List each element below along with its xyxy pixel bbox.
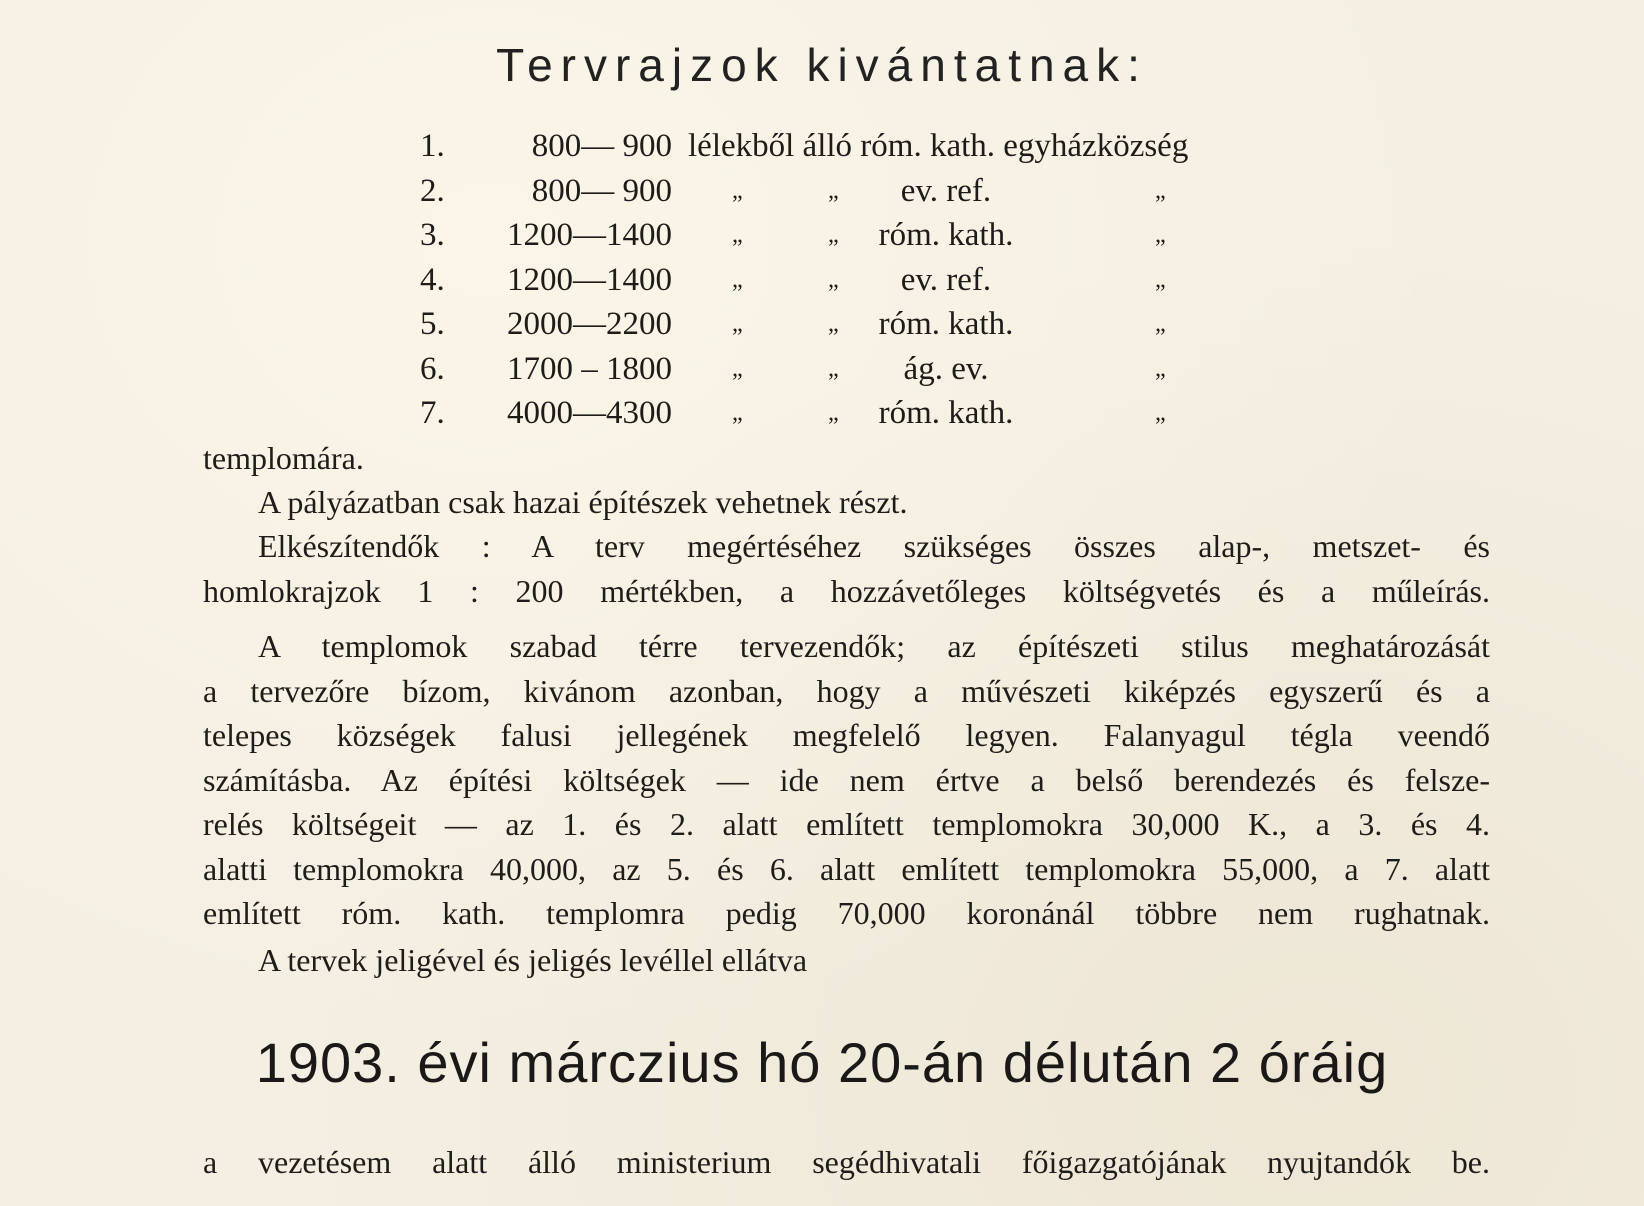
text-line: a tervezőre bízom, kivánom azonban, hogy a művészeti kiképzés egyszerű és a	[203, 672, 1490, 709]
list-item	[420, 347, 1320, 392]
list-item	[420, 124, 1320, 169]
item-number: 7.	[420, 395, 445, 431]
paragraph-requirements	[203, 624, 1490, 936]
text-line: a vezetésem alatt álló ministerium segédhivatali főigazgatójának nyujtandók be.	[203, 1144, 1490, 1180]
text-line: templomára.	[203, 440, 364, 476]
text-line: alatti templomokra 40,000, az 5. és 6. alatt említett templomokra 55,000, a 7. alatt	[203, 850, 1490, 887]
text-line: A tervek jeligével és jeligés levéllel ellátva	[258, 942, 808, 978]
text-line: számításba. Az építési költségek — ide nem értve a belső berendezés és felsze-	[203, 761, 1490, 798]
item-range: 800— 900	[531, 172, 672, 209]
item-range: 1700 – 1800	[507, 350, 672, 387]
text-line: homlokrajzok 1 : 200 mértékben, a hozzávetőleges költségvetés és a műleírás.	[203, 572, 1490, 609]
ditto-mark: „	[828, 400, 839, 426]
item-description: lélekből álló róm. kath. egyházközség	[688, 128, 1189, 164]
item-number: 5.	[420, 306, 445, 342]
text-line: A pályázatban csak hazai építészek vehetnek részt.	[258, 484, 908, 520]
ditto-mark: „	[732, 355, 743, 382]
list-item	[420, 213, 1320, 258]
item-denomination: ág. ev.	[903, 350, 989, 387]
text-line: telepes községek falusi jellegének megfelelő legyen. Falanyagul tégla veendő	[203, 717, 1490, 753]
ditto-mark: „	[828, 177, 839, 204]
text-line: relés költségeit — az 1. és 2. alatt említett templomokra 30,000 K., a 3. és 4.	[203, 806, 1490, 842]
item-range: 4000—4300	[507, 395, 672, 431]
ditto-mark: „	[1155, 311, 1166, 337]
list-item	[420, 258, 1320, 303]
ditto-mark: „	[828, 222, 839, 248]
list-item	[420, 391, 1320, 436]
paragraph-submission	[203, 938, 1490, 983]
ditto-mark: „	[828, 311, 839, 337]
ditto-mark: „	[1155, 222, 1166, 248]
ditto-mark: „	[732, 400, 743, 426]
paragraph-deliverables	[203, 524, 1490, 613]
ditto-mark: „	[1155, 400, 1166, 426]
ditto-mark: „	[1155, 177, 1166, 204]
paragraph-participants	[203, 480, 1490, 525]
item-number: 2.	[420, 172, 445, 209]
list-item	[420, 302, 1320, 347]
paragraph-templomara	[203, 436, 1490, 481]
list-item	[420, 169, 1320, 214]
item-range: 800— 900	[531, 128, 672, 164]
church-size-list	[420, 124, 1320, 436]
item-range: 1200—1400	[507, 261, 672, 298]
item-denomination: ev. ref.	[900, 261, 992, 298]
item-denomination: róm. kath.	[878, 395, 1014, 431]
ditto-mark: „	[828, 355, 839, 382]
text-line: A templomok szabad térre tervezendők; az építészeti stilus meghatározását	[258, 628, 1490, 664]
document-title: Tervrajzok kivántatnak:	[496, 39, 1148, 91]
ditto-mark: „	[1155, 266, 1166, 293]
item-number: 4.	[420, 261, 445, 298]
ditto-mark: „	[732, 311, 743, 337]
item-range: 1200—1400	[507, 217, 672, 253]
ditto-mark: „	[1155, 355, 1166, 382]
item-number: 1.	[420, 128, 445, 164]
paragraph-final	[203, 1140, 1490, 1185]
text-line: Elkészítendők : A terv megértéséhez szükséges összes alap-, metszet- és	[258, 528, 1490, 564]
text-line: említett róm. kath. templomra pedig 70,000 koronánál többre nem rughatnak.	[203, 895, 1490, 931]
item-number: 3.	[420, 217, 445, 253]
item-range: 2000—2200	[507, 306, 672, 342]
ditto-mark: „	[828, 266, 839, 293]
item-number: 6.	[420, 350, 445, 387]
ditto-mark: „	[732, 177, 743, 204]
ditto-mark: „	[732, 266, 743, 293]
ditto-mark: „	[732, 222, 743, 248]
item-denomination: róm. kath.	[878, 306, 1014, 342]
item-denomination: ev. ref.	[900, 172, 992, 209]
item-denomination: róm. kath.	[878, 217, 1014, 253]
deadline-date: 1903. évi márczius hó 20-án délután 2 óráig	[255, 1031, 1389, 1094]
